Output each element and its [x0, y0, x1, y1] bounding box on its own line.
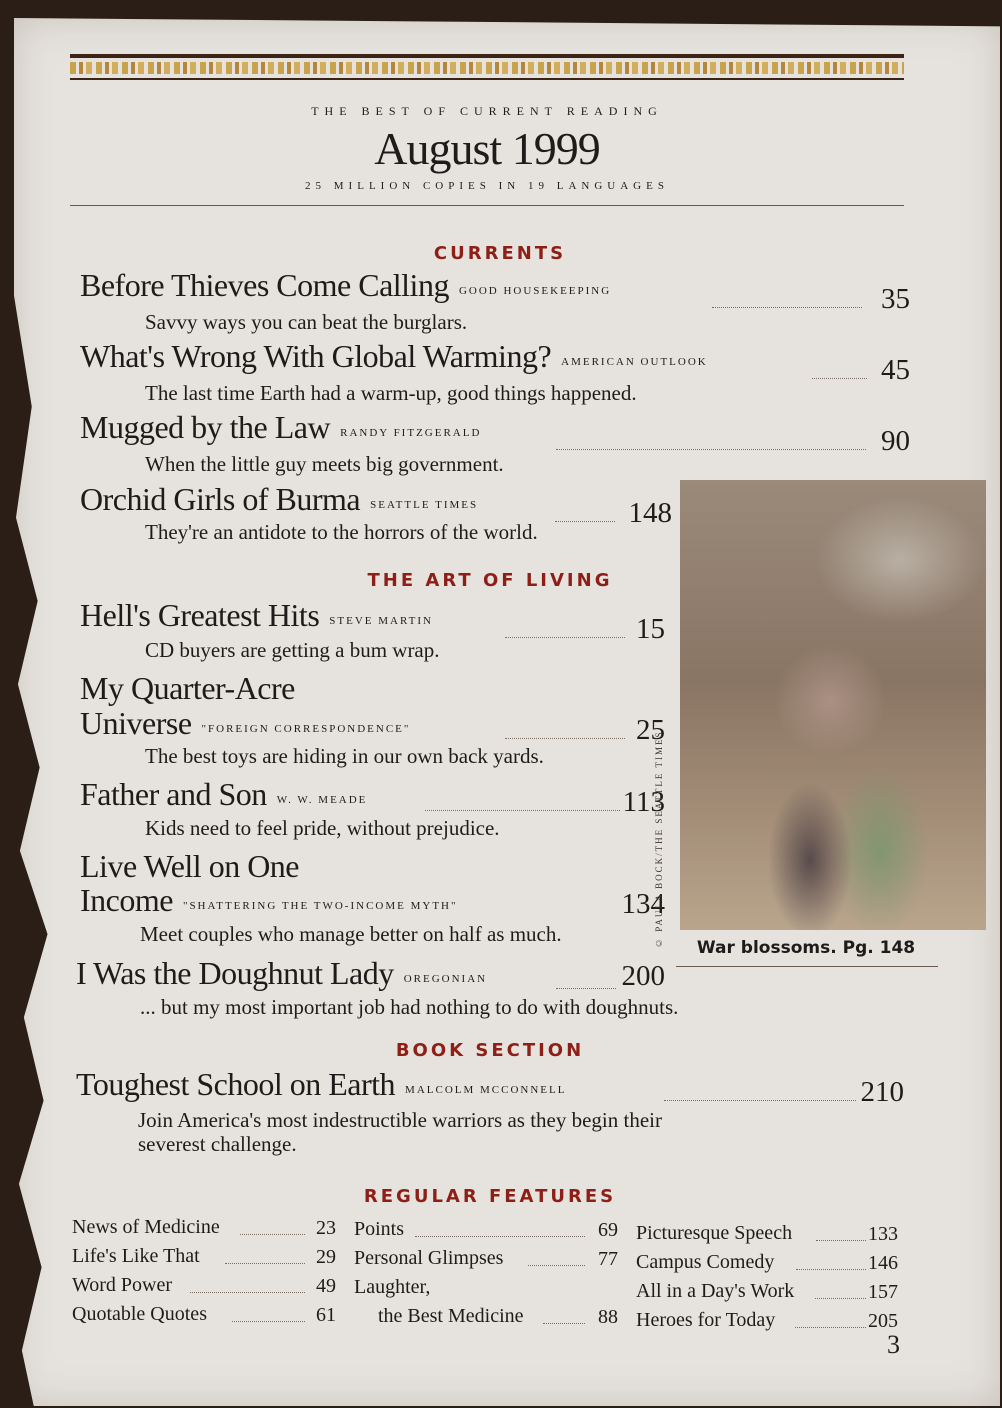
article-source: AMERICAN OUTLOOK: [561, 356, 708, 368]
article-dek: The best toys are hiding in our own back yards.: [145, 744, 544, 768]
book-title[interactable]: Toughest School on Earth MALCOLM MCCONNELL: [76, 1066, 567, 1102]
article-title[interactable]: Before Thieves Come Calling GOOD HOUSEKEEPING: [80, 267, 612, 303]
article-dek: When the little guy meets big government.: [145, 452, 504, 476]
feature-page: 29: [316, 1246, 336, 1268]
feature-page: 88: [598, 1306, 618, 1328]
article-title-line1[interactable]: Live Well on One: [80, 848, 299, 884]
feature-item[interactable]: Campus Comedy: [636, 1251, 775, 1273]
feature-item[interactable]: All in a Day's Work: [636, 1280, 795, 1302]
photo-orchid-girls[interactable]: [680, 480, 986, 930]
top-rule: [70, 54, 904, 58]
feature-item[interactable]: Points: [354, 1218, 405, 1240]
article-dek: The last time Earth had a warm-up, good things happened.: [145, 381, 637, 405]
page-number: 15: [636, 613, 665, 645]
article-source: RANDY FITZGERALD: [340, 427, 482, 439]
dot-leader: [232, 1321, 305, 1322]
feature-page: 23: [316, 1217, 336, 1239]
book-author: MALCOLM MCCONNELL: [405, 1084, 567, 1096]
article-title[interactable]: Father and Son W. W. MEADE: [80, 776, 368, 812]
page-number: 210: [860, 1076, 904, 1108]
dot-leader: [555, 521, 615, 522]
page-number: 35: [881, 283, 910, 315]
feature-item[interactable]: Laughter,: [354, 1276, 431, 1298]
feature-item[interactable]: Personal Glimpses: [354, 1247, 504, 1269]
dot-leader: [190, 1292, 305, 1293]
masthead-kicker: THE BEST OF CURRENT READING: [311, 104, 663, 118]
book-dek-line2: severest challenge.: [138, 1132, 297, 1156]
feature-page: 133: [868, 1223, 898, 1245]
article-source: SEATTLE TIMES: [370, 499, 479, 511]
page-number: 148: [628, 497, 672, 529]
page-number: 25: [636, 714, 665, 746]
article-source: "FOREIGN CORRESPONDENCE": [201, 723, 411, 735]
page-number: 200: [621, 960, 665, 992]
circulation-line: 25 MILLION COPIES IN 19 LANGUAGES: [305, 180, 669, 192]
section-art-of-living: THE ART OF LIVING: [367, 570, 613, 591]
dot-leader: [796, 1269, 866, 1270]
article-dek: Savvy ways you can beat the burglars.: [145, 310, 468, 334]
feature-page: 157: [868, 1281, 898, 1303]
article-title[interactable]: Mugged by the Law RANDY FITZGERALD: [80, 409, 482, 445]
article-source: OREGONIAN: [403, 973, 488, 985]
feature-item[interactable]: Word Power: [72, 1274, 173, 1296]
dot-leader: [425, 810, 620, 811]
dot-leader: [225, 1263, 305, 1264]
book-dek-line1: Join America's most indestructible warriors as they begin their: [138, 1108, 662, 1132]
article-source: STEVE MARTIN: [329, 615, 433, 627]
article-dek: Meet couples who manage better on half as much.: [140, 922, 562, 946]
article-title[interactable]: Income "SHATTERING THE TWO-INCOME MYTH": [80, 882, 458, 918]
feature-item[interactable]: the Best Medicine: [378, 1305, 524, 1327]
feature-page: 61: [316, 1304, 336, 1326]
photo-caption: War blossoms. Pg. 148: [696, 938, 916, 958]
feature-page: 205: [868, 1310, 898, 1332]
article-title[interactable]: Orchid Girls of Burma SEATTLE TIMES: [80, 481, 479, 517]
dot-leader: [556, 449, 866, 450]
article-source: W. W. MEADE: [276, 794, 368, 806]
dot-leader: [415, 1236, 585, 1237]
ornamental-border: [70, 62, 904, 74]
feature-item[interactable]: Heroes for Today: [636, 1309, 776, 1331]
page-number: 45: [881, 354, 910, 386]
dot-leader: [712, 307, 862, 308]
feature-page: 77: [598, 1248, 618, 1270]
feature-item[interactable]: Picturesque Speech: [636, 1222, 793, 1244]
article-dek: CD buyers are getting a bum wrap.: [145, 638, 440, 662]
article-title[interactable]: Universe "FOREIGN CORRESPONDENCE": [80, 705, 411, 741]
issue-date: August 1999: [374, 123, 600, 174]
folio-page-number: 3: [887, 1330, 900, 1359]
page-number: 113: [622, 786, 665, 818]
feature-page: 49: [316, 1275, 336, 1297]
article-title[interactable]: I Was the Doughnut Lady OREGONIAN: [76, 955, 488, 991]
article-title-line1[interactable]: My Quarter-Acre: [80, 670, 295, 706]
feature-item[interactable]: Life's Like That: [72, 1245, 200, 1267]
article-dek: ... but my most important job had nothing to do with doughnuts.: [140, 995, 679, 1019]
feature-item[interactable]: Quotable Quotes: [72, 1303, 207, 1325]
article-title[interactable]: Hell's Greatest Hits STEVE MARTIN: [80, 597, 433, 633]
top-rule-thin: [70, 78, 904, 80]
article-dek: Kids need to feel pride, without prejudice.: [145, 816, 500, 840]
article-source: "SHATTERING THE TWO-INCOME MYTH": [182, 900, 458, 912]
article-title[interactable]: What's Wrong With Global Warming? AMERICAN OUTLOOK: [80, 338, 708, 374]
article-dek: They're an antidote to the horrors of the world.: [145, 520, 538, 544]
dot-leader: [664, 1100, 856, 1101]
photo-credit: © PAULA BOCK/THE SEATTLE TIMES: [654, 730, 664, 948]
masthead-rule: [70, 205, 904, 206]
feature-page: 146: [868, 1252, 898, 1274]
page-number: 90: [881, 425, 910, 457]
page-number: 134: [621, 888, 665, 920]
section-currents: CURRENTS: [433, 243, 567, 264]
dot-leader: [795, 1327, 866, 1328]
section-regular-features: REGULAR FEATURES: [363, 1186, 617, 1207]
feature-item[interactable]: News of Medicine: [72, 1216, 220, 1238]
article-source: GOOD HOUSEKEEPING: [458, 285, 612, 297]
section-book: BOOK SECTION: [395, 1040, 585, 1061]
caption-rule: [676, 966, 938, 967]
dot-leader: [528, 1265, 585, 1266]
feature-page: 69: [598, 1219, 618, 1241]
